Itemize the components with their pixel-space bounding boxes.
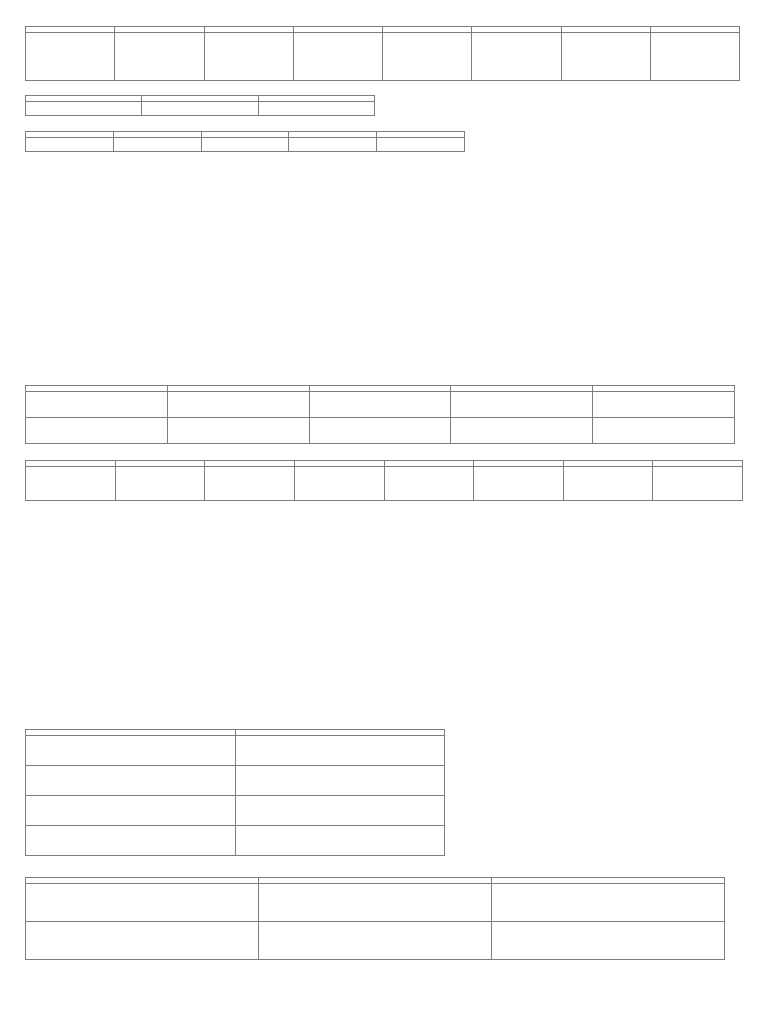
table-cell [259,884,492,922]
table-cell [115,467,205,501]
table-cell [235,766,445,796]
table-cell [26,33,115,81]
table-cell [258,102,374,116]
section-heading-3 [25,122,265,129]
table-cell [294,467,384,501]
section-heading-1 [25,17,265,24]
section-table-1 [25,26,740,81]
document-title [25,4,205,12]
table-cell [235,796,445,826]
table-cell [142,102,258,116]
table-cell [235,736,445,766]
table-cell [26,922,259,960]
table-cell [593,418,735,444]
table-cell [113,138,201,152]
table-cell [383,33,472,81]
table-cell [650,33,739,81]
section-heading-9 [25,720,265,727]
bullet-line [25,648,305,653]
section-table-6 [25,385,735,444]
table-cell [26,392,168,418]
table-cell [167,418,309,444]
section-heading-10 [25,868,265,875]
table-cell [26,102,142,116]
table-cell [259,922,492,960]
table-cell [167,392,309,418]
table-cell [26,796,236,826]
table-cell [492,922,725,960]
table-cell [451,418,593,444]
section-heading-6 [25,376,265,383]
section-table-9 [25,729,445,856]
table-cell [593,392,735,418]
section-heading-4 [25,157,265,164]
table-cell [205,467,295,501]
section-heading-8 [25,530,265,537]
bullet-line [25,270,305,275]
table-cell [26,467,116,501]
section-text-8 [25,538,305,653]
table-cell [201,138,289,152]
section-table-7 [25,460,743,501]
section-table-2 [25,95,375,116]
table-cell [26,736,236,766]
table-cell [309,418,451,444]
table-cell [26,826,236,856]
table-cell [289,138,377,152]
table-cell [474,467,564,501]
table-cell [204,33,293,81]
table-cell [26,884,259,922]
section-text-5 [25,291,305,366]
section-table-3 [25,131,465,152]
table-cell [115,33,204,81]
table-cell [563,467,653,501]
table-cell [293,33,382,81]
section-heading-2 [25,86,265,93]
table-cell [653,467,743,501]
table-cell [377,138,465,152]
table-cell [451,392,593,418]
table-cell [26,138,114,152]
section-heading-7 [25,451,265,458]
section-heading-5 [25,283,265,290]
table-cell [492,884,725,922]
section-table-10 [25,877,725,960]
table-cell [26,766,236,796]
table-cell [309,392,451,418]
table-cell [235,826,445,856]
table-cell [384,467,474,501]
section-text-4 [25,165,305,275]
bullet-line [25,361,305,366]
table-cell [472,33,561,81]
table-cell [26,418,168,444]
table-cell [561,33,650,81]
